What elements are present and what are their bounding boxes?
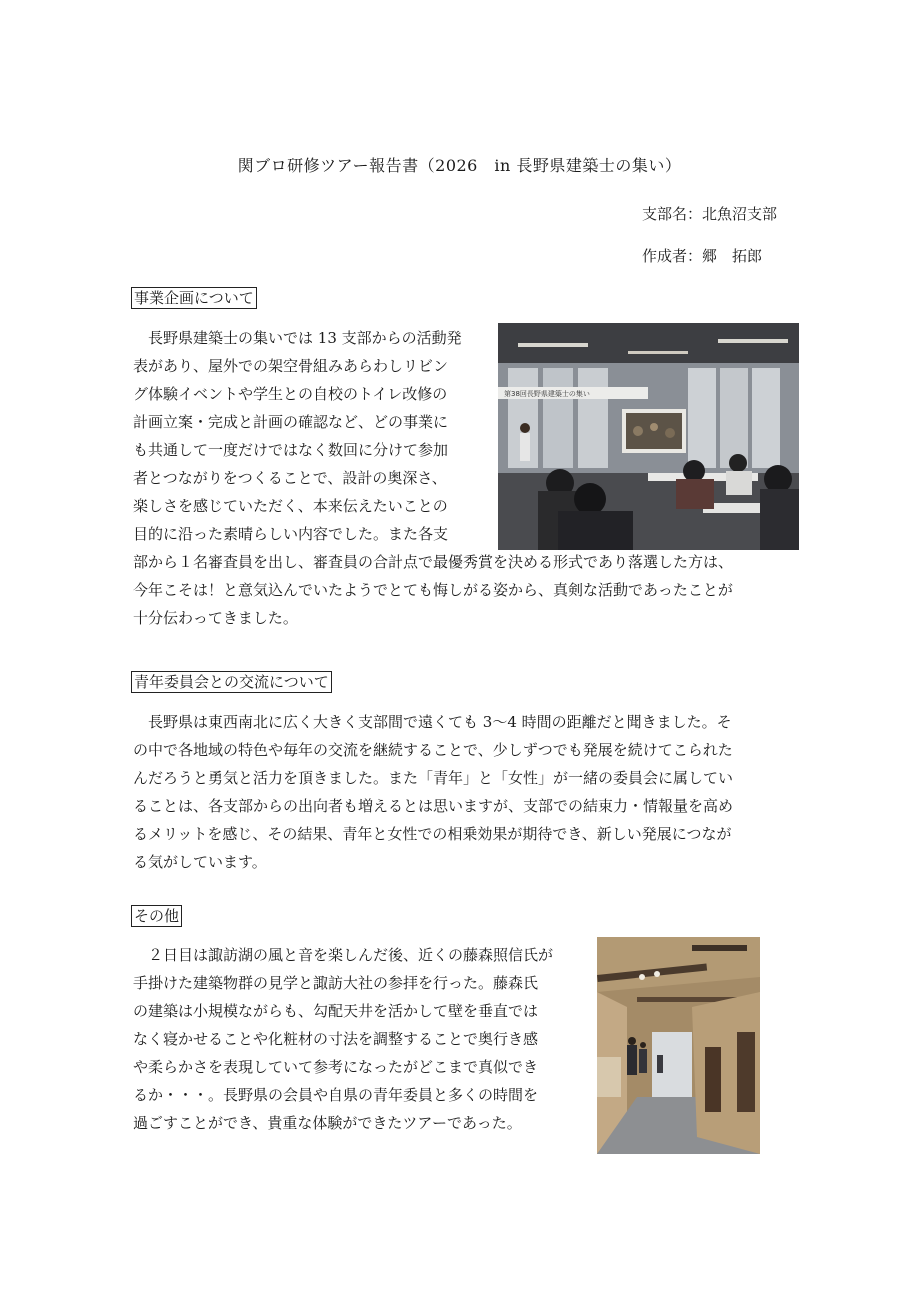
text-line: 部から１名審査員を出し、審査員の合計点で最優秀賞を決める形式であり落選した方は、	[133, 553, 734, 571]
section-heading-project: 事業企画について	[131, 287, 257, 309]
text-line: 目的に沿った素晴らしい内容でした。また各支	[133, 525, 449, 543]
page-title: 関ブロ研修ツアー報告書（2026 in 長野県建築士の集い）	[237, 156, 682, 175]
text-line: 者とつながりをつくることで、設計の奥深さ、	[133, 469, 447, 487]
text-line: 手掛けた建築物群の見学と諏訪大社の参拝を行った。藤森氏	[133, 974, 539, 992]
banner-text: 第38回長野県建築士の集い	[504, 390, 590, 398]
text-line: も共通して一度だけではなく数回に分けて参加	[133, 441, 449, 459]
text-line: や柔らかさを表現していて参考になったがどこまで真似でき	[133, 1058, 539, 1076]
text-line: るメリットを感じ、その結果、青年と女性での相乗効果が期待でき、新しい発展につなが	[133, 825, 732, 843]
section-body-other	[133, 941, 553, 1137]
conference-photo-image	[498, 323, 799, 550]
author-name: 作成者：郷 拓郎	[642, 247, 763, 265]
architecture-photo-image	[597, 937, 760, 1154]
text-line: 長野県建築士の集いでは 13 支部からの活動発	[133, 329, 462, 347]
text-line: 表があり、屋外での架空骨組みあらわしリビン	[133, 357, 449, 375]
text-line: んだろうと勇気と活力を頂きました。また「青年」と「女性」が一緒の委員会に属してい	[133, 769, 734, 787]
text-line: 楽しさを感じていただく、本来伝えたいことの	[133, 497, 448, 515]
section-body-youth-committee	[133, 708, 733, 876]
text-line: 今年こそは！と意気込んでいたようでとても悔しがる姿から、真剣な活動であったことが	[133, 581, 733, 599]
text-line: るか・・・。長野県の会員や自県の青年委員と多くの時間を	[133, 1086, 539, 1104]
text-line: の中で各地域の特色や毎年の交流を継続することで、少しずつでも発展を続けてこられた	[133, 741, 733, 759]
text-line: グ体験イベントや学生との自校のトイレ改修の	[133, 385, 448, 403]
text-line: ることは、各支部からの出向者も増えるとは思いますが、支部での結束力・情報量を高め	[133, 797, 734, 815]
text-line: 十分伝わってきました。	[133, 609, 298, 627]
architecture-photo	[597, 937, 760, 1154]
text-line: の建築は小規模ながらも、勾配天井を活かして壁を垂直では	[133, 1002, 539, 1020]
branch-name: 支部名：北魚沼支部	[642, 205, 778, 223]
text-line: ２日目は諏訪湖の風と音を楽しんだ後、近くの藤森照信氏が	[133, 946, 554, 964]
conference-photo	[498, 323, 799, 550]
text-line: なく寝かせることや化粧材の寸法を調整することで奥行き感	[133, 1030, 539, 1048]
text-line: 長野県は東西南北に広く大きく支部間で遠くても 3〜4 時間の距離だと聞きました。そ	[133, 713, 732, 731]
section-heading-youth-committee: 青年委員会との交流について	[131, 671, 332, 693]
section-heading-other: その他	[131, 905, 182, 927]
text-line: 過ごすことができ、貴重な体験ができたツアーであった。	[133, 1114, 522, 1132]
text-line: 計画立案・完成と計画の確認など、どの事業に	[133, 413, 449, 431]
text-line: る気がしています。	[133, 853, 267, 871]
